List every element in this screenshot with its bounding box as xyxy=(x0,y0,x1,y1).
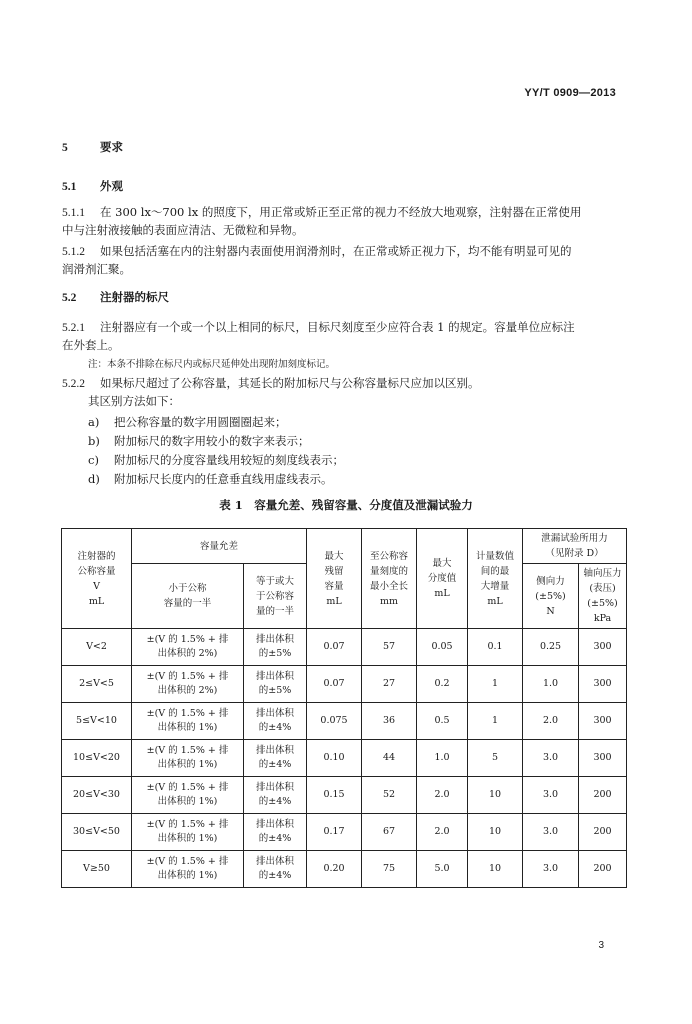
residual-volume-cell: 0.10 xyxy=(307,740,362,777)
axial-pressure-cell: 300 xyxy=(579,666,627,703)
header-min-length: 至公称容 量刻度的 最小全长 mm xyxy=(362,529,417,629)
min-length-cell: 52 xyxy=(362,777,417,814)
tol-ge-cell: 排出体积 的±4% xyxy=(244,851,307,888)
document-code: YY/T 0909—2013 xyxy=(524,87,616,99)
max-increment-cell: 0.1 xyxy=(468,629,523,666)
header-lateral-force: 侧向力 (±5%) N xyxy=(523,564,579,629)
axial-pressure-cell: 200 xyxy=(579,851,627,888)
clause-5-1-2-line-1 xyxy=(62,243,628,261)
tol-less-cell: ±(V 的 1.5% + 排 出体积的 1%) xyxy=(132,851,244,888)
list-item-c xyxy=(88,452,344,469)
clause-5-2-1-note: 注：本条不排除在标尺内或标尺延伸处出现附加刻度标记。 xyxy=(88,359,336,370)
nominal-volume-cell: 10≤V<20 xyxy=(62,740,132,777)
min-length-cell: 67 xyxy=(362,814,417,851)
list-text: 把公称容量的数字用圆圈圈起来； xyxy=(114,415,287,429)
header-tol-less-than-half: 小于公称 容量的一半 xyxy=(132,564,244,629)
table-row xyxy=(62,629,627,666)
max-division-cell: 0.2 xyxy=(417,666,468,703)
residual-volume-cell: 0.15 xyxy=(307,777,362,814)
clause-text: 如果包括活塞在内的注射器内表面使用润滑剂时，在正常或矫正视力下，均不能有明显可见的 xyxy=(100,244,572,258)
nominal-volume-cell: 30≤V<50 xyxy=(62,814,132,851)
lateral-force-cell: 3.0 xyxy=(523,740,579,777)
max-division-cell: 2.0 xyxy=(417,814,468,851)
list-marker: d) xyxy=(88,472,100,486)
max-increment-cell: 10 xyxy=(468,851,523,888)
section-5-heading xyxy=(62,139,628,157)
clause-number: 5.2.2 xyxy=(62,378,85,390)
list-marker: c) xyxy=(88,453,99,467)
max-increment-cell: 10 xyxy=(468,777,523,814)
tol-less-cell: ±(V 的 1.5% + 排 出体积的 1%) xyxy=(132,777,244,814)
residual-volume-cell: 0.20 xyxy=(307,851,362,888)
tol-less-cell: ±(V 的 1.5% + 排 出体积的 1%) xyxy=(132,740,244,777)
max-increment-cell: 1 xyxy=(468,703,523,740)
tol-less-cell: ±(V 的 1.5% + 排 出体积的 1%) xyxy=(132,814,244,851)
clause-text: 在 300 lx～700 lx 的照度下，用正常或矫正至正常的视力不经放大地观察，注射器在正常使用 xyxy=(100,205,582,219)
tol-ge-cell: 排出体积 的±5% xyxy=(244,629,307,666)
header-max-increment: 计量数值 间的最 大增量 mL xyxy=(468,529,523,629)
section-title: 要求 xyxy=(100,140,123,154)
tol-ge-cell: 排出体积 的±5% xyxy=(244,666,307,703)
axial-pressure-cell: 300 xyxy=(579,740,627,777)
header-axial-pressure: 轴向压力 (表压) (±5%) kPa xyxy=(579,564,627,629)
table-row xyxy=(62,851,627,888)
section-5-2-heading xyxy=(62,289,628,307)
lateral-force-cell: 2.0 xyxy=(523,703,579,740)
list-marker: b) xyxy=(88,434,100,448)
min-length-cell: 75 xyxy=(362,851,417,888)
header-residual-volume: 最大 残留 容量 mL xyxy=(307,529,362,629)
max-division-cell: 0.05 xyxy=(417,629,468,666)
tol-less-cell: ±(V 的 1.5% + 排 出体积的 2%) xyxy=(132,666,244,703)
tol-less-cell: ±(V 的 1.5% + 排 出体积的 2%) xyxy=(132,629,244,666)
table-caption: 表 1 容量允差、残留容量、分度值及泄漏试验力 xyxy=(219,498,473,512)
clause-5-2-2-line-1 xyxy=(62,375,628,393)
clause-5-2-1-line-2: 在外套上。 xyxy=(62,338,120,352)
table-row xyxy=(62,666,627,703)
nominal-volume-cell: V≥50 xyxy=(62,851,132,888)
section-number: 5 xyxy=(62,142,68,154)
table-row xyxy=(62,703,627,740)
clause-5-2-1-line-1 xyxy=(62,319,628,337)
axial-pressure-cell: 300 xyxy=(579,629,627,666)
max-division-cell: 5.0 xyxy=(417,851,468,888)
min-length-cell: 27 xyxy=(362,666,417,703)
section-title: 外观 xyxy=(100,179,123,193)
list-item-a xyxy=(88,414,287,431)
min-length-cell: 44 xyxy=(362,740,417,777)
axial-pressure-cell: 300 xyxy=(579,703,627,740)
lateral-force-cell: 3.0 xyxy=(523,814,579,851)
clause-text: 如果标尺超过了公称容量，其延长的附加标尺与公称容量标尺应加以区别。 xyxy=(100,376,480,390)
clause-5-1-2-line-2: 润滑剂汇聚。 xyxy=(62,262,131,276)
clause-text: 注射器应有一个或一个以上相同的标尺，目标尺刻度至少应符合表 1 的规定。容量单位应标注 xyxy=(100,320,575,334)
header-tol-ge-half: 等于或大 于公称容 量的一半 xyxy=(244,564,307,629)
list-item-d xyxy=(88,471,333,488)
clause-number: 5.1.2 xyxy=(62,246,85,258)
max-division-cell: 2.0 xyxy=(417,777,468,814)
residual-volume-cell: 0.17 xyxy=(307,814,362,851)
tol-less-cell: ±(V 的 1.5% + 排 出体积的 1%) xyxy=(132,703,244,740)
lateral-force-cell: 3.0 xyxy=(523,777,579,814)
max-increment-cell: 1 xyxy=(468,666,523,703)
section-number: 5.2 xyxy=(62,292,77,304)
nominal-volume-cell: 2≤V<5 xyxy=(62,666,132,703)
table-body xyxy=(62,629,627,888)
list-item-b xyxy=(88,433,310,450)
tol-ge-cell: 排出体积 的±4% xyxy=(244,814,307,851)
table-row xyxy=(62,777,627,814)
clause-number: 5.2.1 xyxy=(62,322,85,334)
list-marker: a) xyxy=(88,415,100,429)
page-number: 3 xyxy=(598,940,604,951)
min-length-cell: 36 xyxy=(362,703,417,740)
nominal-volume-cell: 5≤V<10 xyxy=(62,703,132,740)
spec-table xyxy=(61,528,627,888)
nominal-volume-cell: V<2 xyxy=(62,629,132,666)
tol-ge-cell: 排出体积 的±4% xyxy=(244,703,307,740)
lateral-force-cell: 0.25 xyxy=(523,629,579,666)
min-length-cell: 57 xyxy=(362,629,417,666)
tol-ge-cell: 排出体积 的±4% xyxy=(244,740,307,777)
section-title: 注射器的标尺 xyxy=(100,290,169,304)
residual-volume-cell: 0.07 xyxy=(307,629,362,666)
list-text: 附加标尺的分度容量线用较短的刻度线表示； xyxy=(114,453,344,467)
list-text: 附加标尺的数字用较小的数字来表示； xyxy=(114,434,310,448)
table-row xyxy=(62,814,627,851)
max-division-cell: 0.5 xyxy=(417,703,468,740)
clause-5-1-1-line-2: 中与注射液接触的表面应清洁、无微粒和异物。 xyxy=(62,223,304,237)
tol-ge-cell: 排出体积 的±4% xyxy=(244,777,307,814)
max-division-cell: 1.0 xyxy=(417,740,468,777)
residual-volume-cell: 0.07 xyxy=(307,666,362,703)
clause-5-1-1-line-1 xyxy=(62,204,628,222)
header-max-division: 最大 分度值 mL xyxy=(417,529,468,629)
header-leak-test-force: 泄漏试验所用力 （见附录 D） xyxy=(523,529,627,564)
nominal-volume-cell: 20≤V<30 xyxy=(62,777,132,814)
axial-pressure-cell: 200 xyxy=(579,814,627,851)
table-row xyxy=(62,740,627,777)
lateral-force-cell: 3.0 xyxy=(523,851,579,888)
max-increment-cell: 10 xyxy=(468,814,523,851)
header-tolerance: 容量允差 xyxy=(132,529,307,564)
axial-pressure-cell: 200 xyxy=(579,777,627,814)
clause-5-2-2-line-2: 其区别方法如下： xyxy=(88,394,180,408)
section-number: 5.1 xyxy=(62,181,77,193)
max-increment-cell: 5 xyxy=(468,740,523,777)
clause-number: 5.1.1 xyxy=(62,207,85,219)
list-text: 附加标尺长度内的任意垂直线用虚线表示。 xyxy=(114,472,333,486)
section-5-1-heading xyxy=(62,178,628,196)
lateral-force-cell: 1.0 xyxy=(523,666,579,703)
header-nominal-volume: 注射器的 公称容量 V mL xyxy=(62,529,132,629)
residual-volume-cell: 0.075 xyxy=(307,703,362,740)
